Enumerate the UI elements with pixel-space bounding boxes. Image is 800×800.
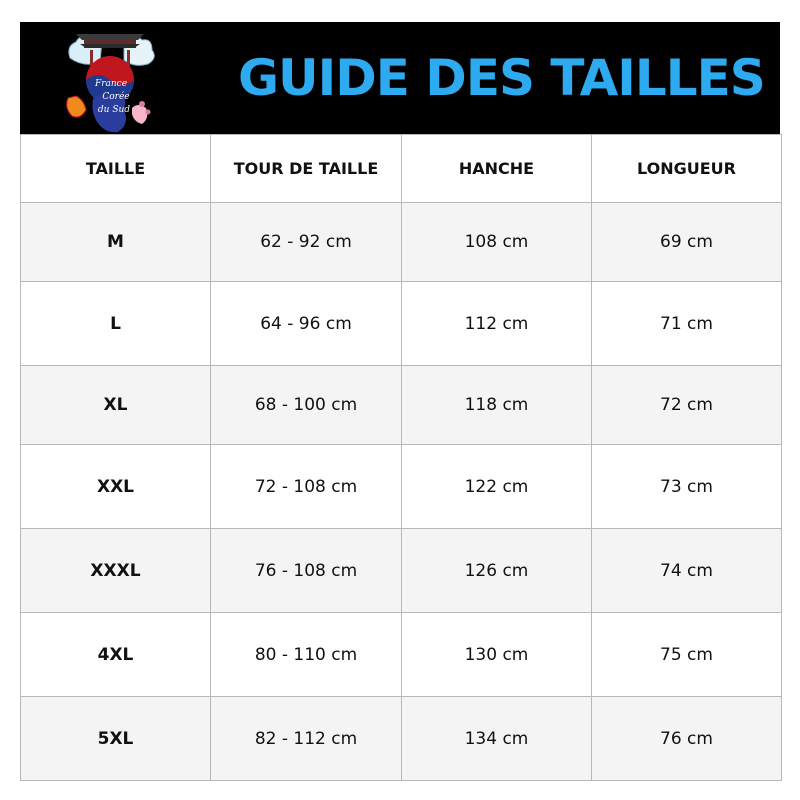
length-cell: 73 cm [592,445,782,529]
waist-cell: 80 - 110 cm [211,613,402,697]
waist-cell: 64 - 96 cm [211,282,402,366]
hip-cell: 122 cm [402,445,592,529]
column-header-tour-de-taille: TOUR DE TAILLE [211,135,402,203]
waist-cell: 76 - 108 cm [211,529,402,613]
length-cell: 76 cm [592,697,782,781]
header-banner [20,22,780,134]
size-cell: XXXL [21,529,211,613]
size-cell: XL [21,366,211,445]
logo-text-line-2: Corée [102,92,130,102]
waist-cell: 82 - 112 cm [211,697,402,781]
length-cell: 69 cm [592,203,782,282]
table-row [21,203,782,282]
size-cell: M [21,203,211,282]
length-cell: 75 cm [592,613,782,697]
size-cell: XXL [21,445,211,529]
table-row [21,697,782,781]
logo-text-line-1: France [94,79,128,89]
table-row [21,366,782,445]
hip-cell: 126 cm [402,529,592,613]
length-cell: 72 cm [592,366,782,445]
hip-cell: 112 cm [402,282,592,366]
column-header-longueur: LONGUEUR [592,135,782,203]
size-cell: L [21,282,211,366]
hip-cell: 108 cm [402,203,592,282]
france-coree-du-sud-logo [64,24,156,144]
page-title: GUIDE DES TAILLES [238,49,765,107]
table-row [21,613,782,697]
hip-cell: 130 cm [402,613,592,697]
hip-cell: 134 cm [402,697,592,781]
waist-cell: 62 - 92 cm [211,203,402,282]
table-header-row [21,135,782,203]
table-row [21,282,782,366]
table-row [21,529,782,613]
column-header-hanche: HANCHE [402,135,592,203]
column-header-taille: TAILLE [21,135,211,203]
waist-cell: 72 - 108 cm [211,445,402,529]
table-row [21,445,782,529]
waist-cell: 68 - 100 cm [211,366,402,445]
size-cell: 5XL [21,697,211,781]
logo-text-line-3: du Sud [97,105,131,115]
length-cell: 74 cm [592,529,782,613]
length-cell: 71 cm [592,282,782,366]
size-cell: 4XL [21,613,211,697]
hip-cell: 118 cm [402,366,592,445]
size-guide-table [20,134,782,781]
